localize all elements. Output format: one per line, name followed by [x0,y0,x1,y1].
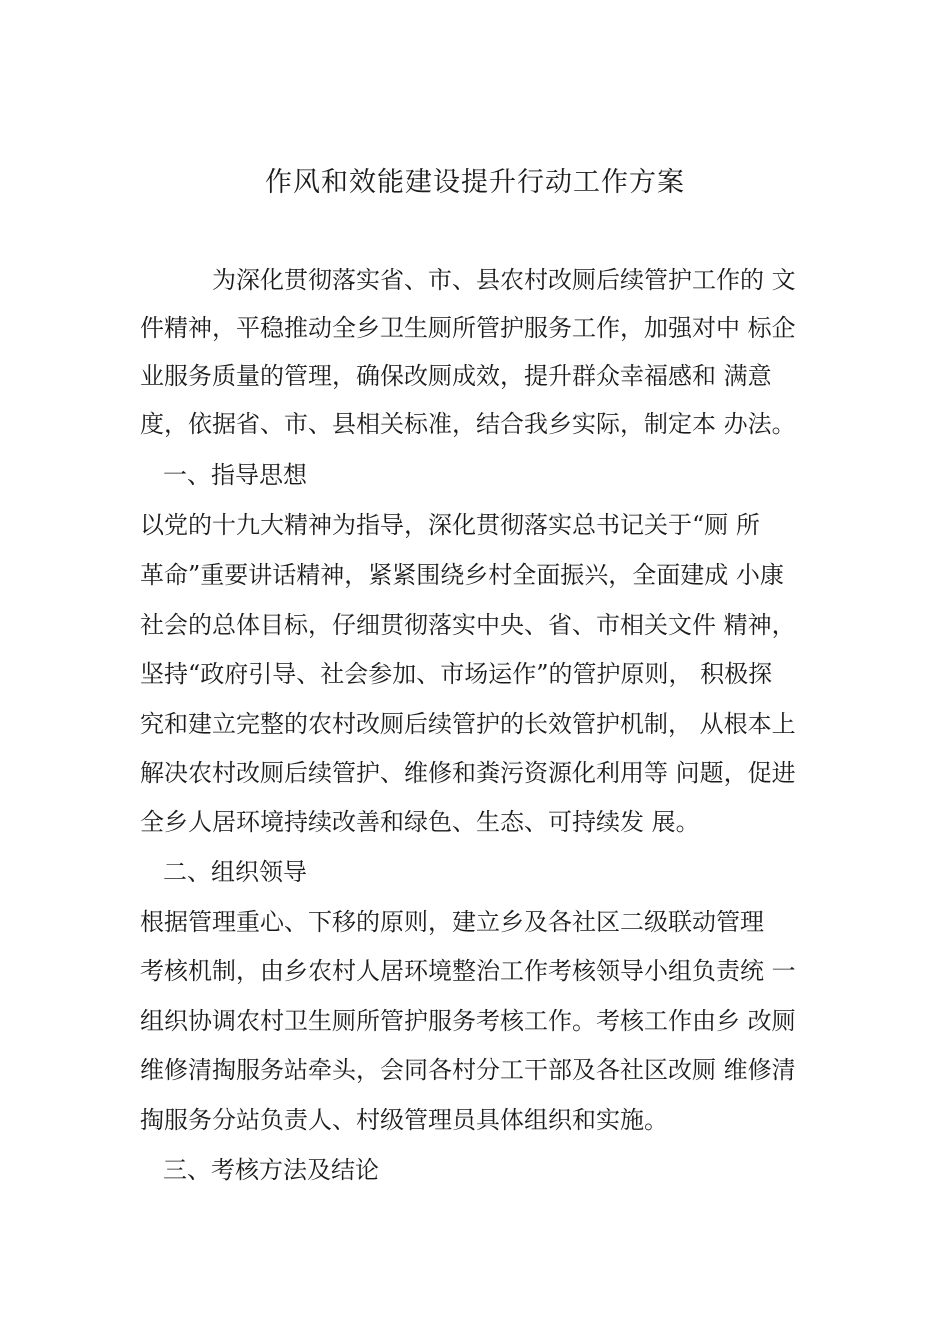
section1-body-line: 解决农村改厕后续管护、维修和粪污资源化利用等 问题，促进 [140,759,796,787]
section1-body-line: 以党的十九大精神为指导，深化贯彻落实总书记关于“厕 所 [140,511,760,539]
intro-line: 业服务质量的管理，确保改厕成效，提升群众幸福感和 满意 [140,362,772,390]
section1-body-line: 革命”重要讲话精神，紧紧围绕乡村全面振兴，全面建成 小康 [140,561,784,589]
section-heading-guiding-thought: 一、指导思想 [163,461,307,489]
section2-body-line: 根据管理重心、下移的原则，建立乡及各社区二级联动管理 [140,908,764,936]
section2-body-line: 掏服务分站负责人、村级管理员具体组织和实施。 [140,1106,668,1134]
section1-body-line: 坚持“政府引导、社会参加、市场运作”的管护原则， 积极探 [140,660,773,688]
section1-body-line: 究和建立完整的农村改厕后续管护的长效管护机制， 从根本上 [140,710,796,738]
intro-line: 件精神，平稳推动全乡卫生厕所管护服务工作，加强对中 标企 [140,314,796,342]
section1-body-line: 全乡人居环境持续改善和绿色、生态、可持续发 展。 [140,808,700,836]
section1-body-line: 社会的总体目标，仔细贯彻落实中央、省、市相关文件 精神， [140,611,796,639]
section-heading-organization: 二、组织领导 [163,858,307,886]
section-heading-assessment: 三、考核方法及结论 [163,1156,379,1184]
intro-line: 度，依据省、市、县相关标准，结合我乡实际，制定本 办法。 [140,410,796,438]
section2-body-line: 考核机制，由乡农村人居环境整治工作考核领导小组负责统 一 [140,957,796,985]
section2-body-line: 组织协调农村卫生厕所管护服务考核工作。考核工作由乡 改厕 [140,1007,796,1035]
section2-body-line: 维修清掏服务站牵头，会同各村分工干部及各社区改厕 维修清 [140,1056,796,1084]
document-title: 作风和效能建设提升行动工作方案 [265,167,685,198]
intro-line: 为深化贯彻落实省、市、县农村改厕后续管护工作的 文 [140,266,796,294]
